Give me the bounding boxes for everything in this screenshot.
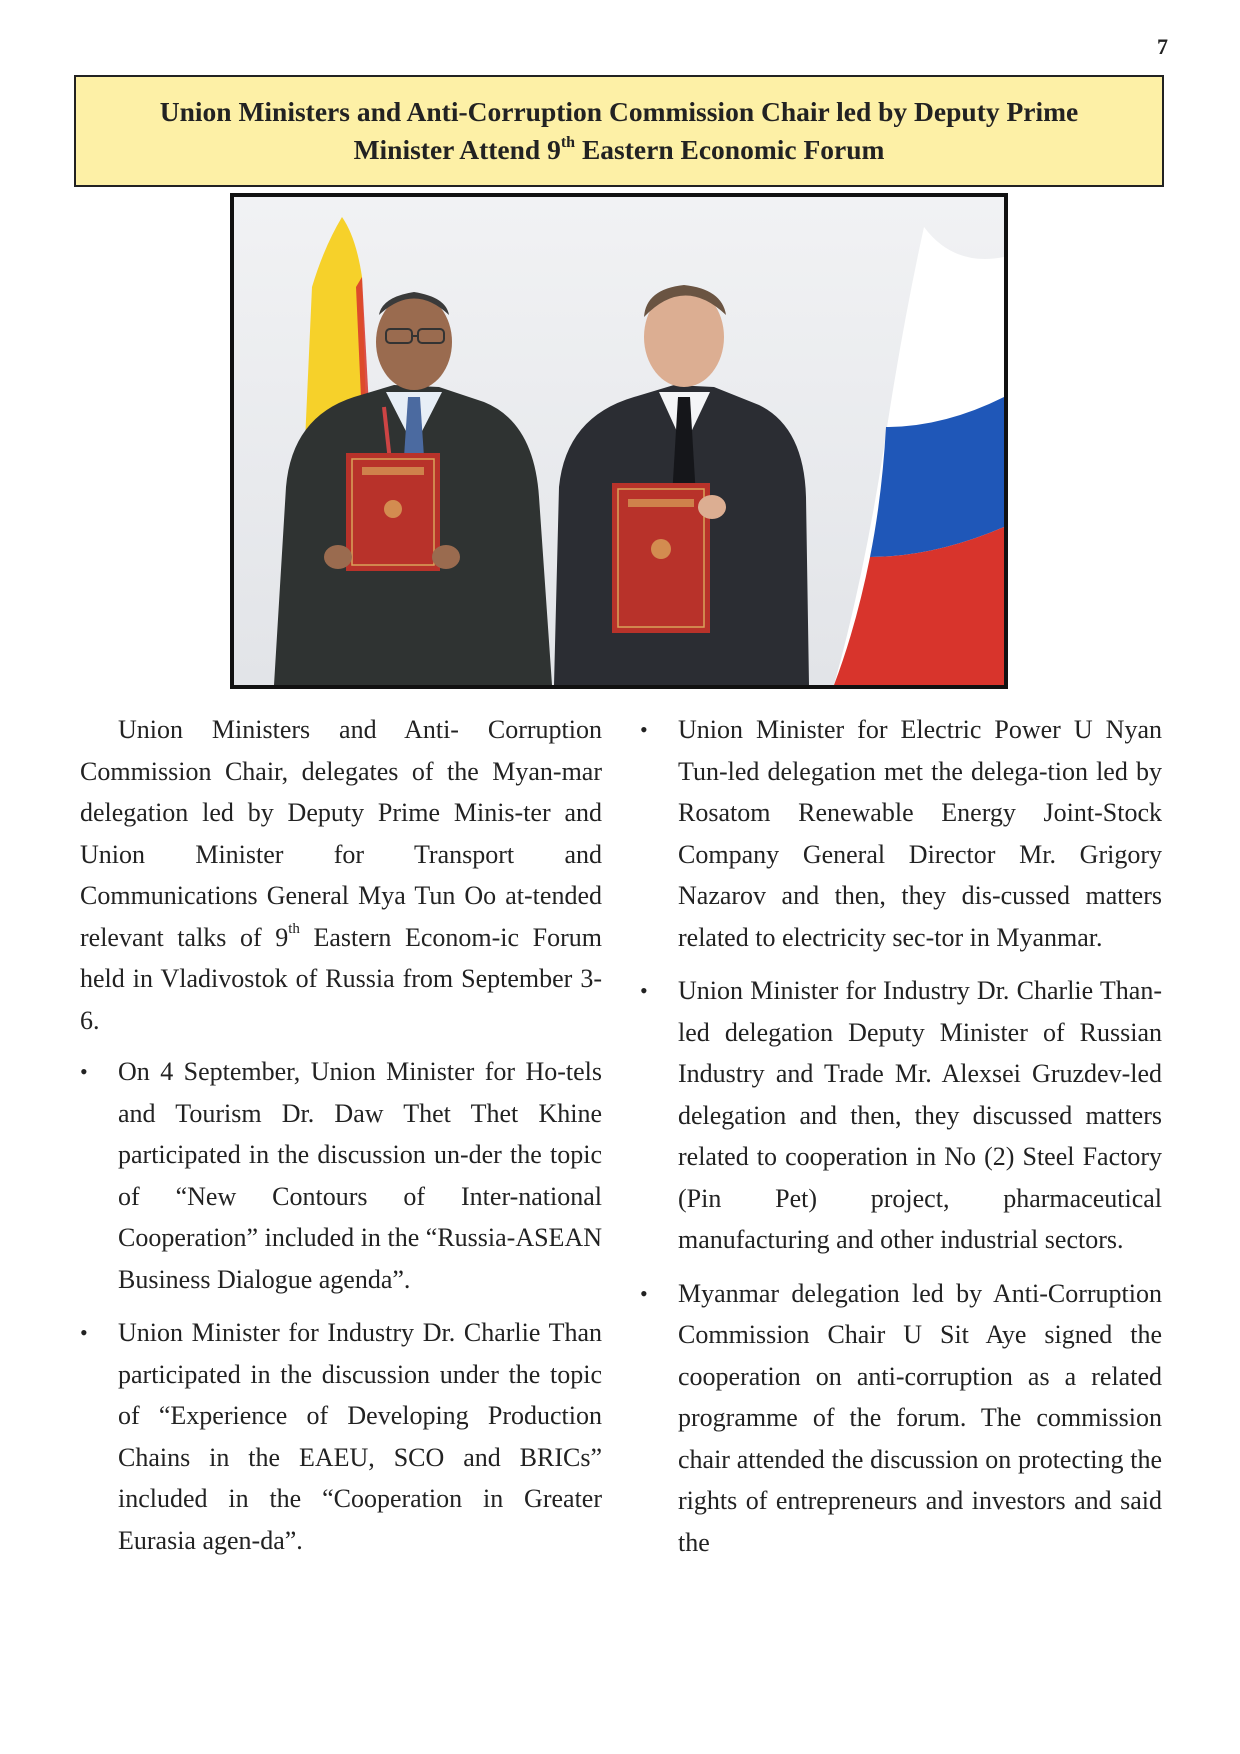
bullet-icon: • [640,978,648,1003]
right-agreement-folder [612,483,726,633]
article-photo [230,193,1008,689]
bullet-icon: • [80,1320,88,1345]
page-number: 7 [1157,34,1168,59]
right-column [640,709,1162,1575]
list-item: • Union Minister for Electric Power U Nyan Tun-led delegation met the delega-tion led by Rosatom Renewable Energy Joint-Stock Company General Director Mr. Grigory Nazarov and then, they dis-cussed matters related to electricity sec-tor in Myanmar. [640,709,1162,958]
list-item: • Union Minister for Industry Dr. Charlie Than-led delegation Deputy Minister of Russian Industry and Trade Mr. Alexsei Gruzdev-led delegation and then, they discussed matters related to cooperation in No (2) Steel Factory (Pin Pet) project, pharmaceutical manufacturing and other industrial sectors. [640,970,1162,1261]
article-title-line-2: Minister Attend 9th Eastern Economic Forum [353,133,885,165]
list-item: • Myanmar delegation led by Anti-Corruption Commission Chair U Sit Aye signed the cooperation on anti-corruption as a related programme of the forum. The commission chair attended the discussion on protecting the rights of entrepreneurs and investors and said the [640,1273,1162,1564]
bullet-icon: • [80,1059,88,1084]
intro-paragraph: Union Ministers and Anti- Corruption Commission Chair, delegates of the Myan-mar delegation led by Deputy Prime Minis-ter and Union Minister for Transport and Communications General Mya Tun Oo at-tended relevant talks of 9th Eastern Econom-ic Forum held in Vladivostok of Russia from September 3-6. [80,715,602,1035]
bullet-icon: • [640,1280,648,1306]
list-item: • On 4 September, Union Minister for Ho-tels and Tourism Dr. Daw Thet Thet Khine participated in the discussion un-der the topic of “New Contours of Inter-national Cooperation” included in the “Russia-ASEAN Business Dialogue agenda”. [80,1051,602,1300]
list-item: • Union Minister for Industry Dr. Charlie Than participated in the discussion under the topic of “Experience of Developing Production Chains in the EAEU, SCO and BRICs” included in the “Cooperation in Greater Eurasia agen-da”. [80,1312,602,1561]
article-title-line-1: Union Ministers and Anti-Corruption Commission Chair led by Deputy Prime [159,96,1079,127]
photo-illustration [234,197,1004,685]
article-title-box [74,75,1164,187]
bullet-icon: • [640,717,648,742]
left-column [80,709,602,1573]
